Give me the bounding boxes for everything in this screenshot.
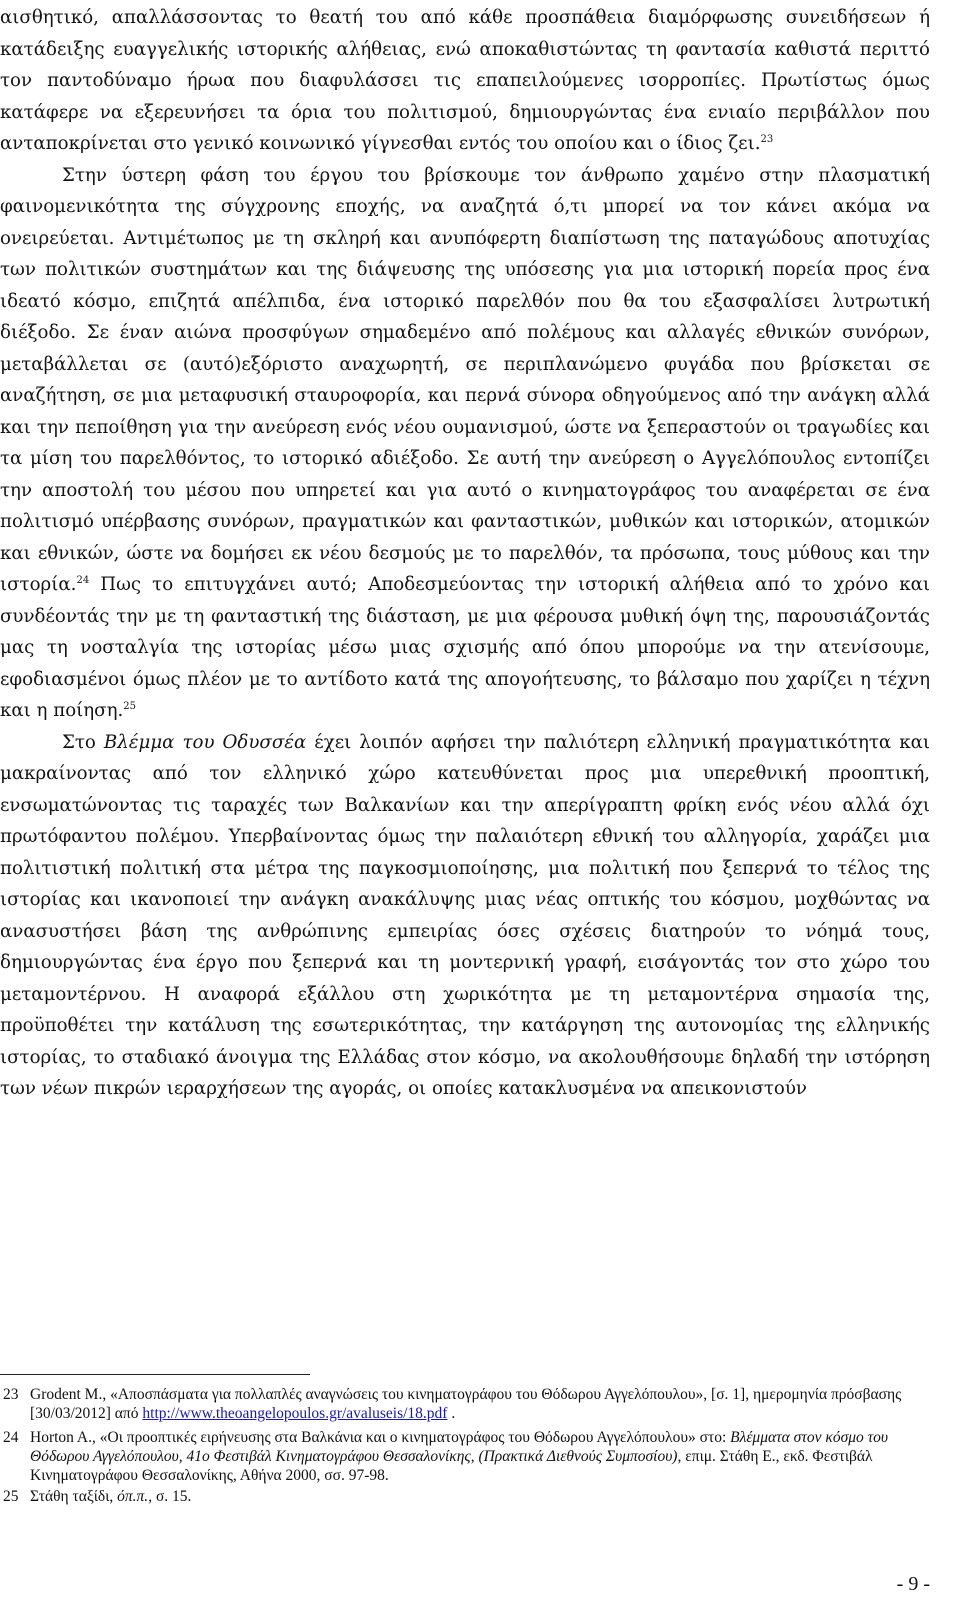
footnote-ref-24[interactable]: 24 (76, 575, 90, 586)
footnote-text: Grodent M., «Αποσπάσματα για πολλαπλές αναγνώσεις του κινηματογράφου του Θόδωρου Αγγελόπουλου», [σ. 1], ημερομηνία πρόσβασης [30/03/2012] από (30, 1386, 902, 1422)
footnote-24 (0, 1428, 945, 1485)
footnote-text: Horton A., «Οι προοπτικές ειρήνευσης στα Βαλκάνια και ο κινηματογράφος του Θόδωρου Αγγελόπουλου» στο: (30, 1429, 727, 1446)
paragraph-1 (0, 2, 930, 160)
footnote-ref-23[interactable]: 23 (760, 134, 774, 145)
footnote-italic: όπ.π. (117, 1488, 149, 1505)
footnote-link[interactable]: http://www.theoangelopoulos.gr/avaluseis/18.pdf (142, 1405, 448, 1422)
footnote-tail: , σ. 15. (148, 1488, 192, 1505)
footnote-23 (0, 1385, 945, 1423)
footnote-ref-25[interactable]: 25 (123, 701, 136, 712)
paragraph-lead: Στο (62, 731, 104, 753)
footnote-25 (0, 1487, 945, 1506)
paragraph-3 (0, 727, 930, 1105)
footnote-tail: . (447, 1405, 456, 1422)
footnote-tail: , επιμ. Στάθη Ε., εκδ. Φεστιβάλ Κινηματογράφου Θεσσαλονίκης, Αθήνα 2000, σσ. 97-98. (30, 1448, 873, 1484)
paragraph-text: έχει λοιπόν αφήσει την παλιότερη ελληνική πραγματικότητα και μακραίνοντας από τον ελληνικό χώρο κατευθύνεται προς μια υπερεθνική προοπτική, ενσωματώνοντας τις ταραχές των Βαλκανίων και την απερίγραπτη φρίκη ενός νέου αλλά όχι πρωτόφαντου πολέμου. Υπερβαίνοντας όμως την παλαιότερη εθνική του αλληγορία, χαράζει μια πολιτιστική πολιτική στα μέτρα της παγκοσμιοποίησης, μια πολιτική που ξεπερνά το τέλος της ιστορίας και ικανοποιεί την ανάγκη ανακάλυψης μιας νέας οπτικής του κόσμου, μοχθώντας να ανασυστήσει βάση της ανθρώπινης εμπειρίας όσες σχέσεις διατηρούν το νόημά τους, δημιουργώντας ένα έργο που ξεπερνά και τη μοντερνική γραφή, εισάγοντάς τον στο χώρο του μεταμοντέρνου. Η αναφορά εξάλλου στη χωρικότητα με τη μεταμοντέρνα σημασία της, προϋποθέτει την κατάλυση της εσωτερικότητας, την κατάργηση της αυτονομίας της ελληνικής ιστορίας, το σταδιακό άνοιγμα της Ελλάδας στον κόσμο, να ακολουθήσουμε δηλαδή την ιστόρηση των νέων πικρών ιεραρχήσεων της αγοράς, οι οποίες κατακλυσμένα να απεικονιστούν (0, 731, 930, 1099)
paragraph-text: Πως το επιτυγχάνει αυτό; Αποδεσμεύοντας την ιστορική αλήθεια από το χρόνο και συνδέοντάς την με τη φανταστική της διάσταση, με μια φέρουσα μυθική όψη της, παρουσιάζοντάς μας τη νοσταλγία της ιστορίας μέσω μιας σχισμής από όπου μπορούμε να την ατενίσουμε, εφοδιασμένοι όμως πλέον με το αντίδοτο κατά της απογοήτευσης, το βάλσαμο που χαρίζει η τέχνη και η ποίηση. (0, 574, 930, 721)
paragraph-2 (0, 160, 930, 727)
film-title: Βλέμμα του Οδυσσέα (103, 731, 307, 753)
footnote-italic: Βλέμματα στον κόσμο του Θόδωρου Αγγελόπουλου, 41ο Φεστιβάλ Κινηματογράφου Θεσσαλονίκης, (Πρακτικά Διεθνούς Συμποσίου) (30, 1429, 889, 1465)
footnote-number: 24 (3, 1429, 19, 1446)
main-text (0, 2, 930, 1105)
footnote-number: 23 (3, 1386, 19, 1403)
paragraph-text: Στην ύστερη φάση του έργου του βρίσκουμε τον άνθρωπο χαμένο στην πλασματική φαινομενικότητα της σύγχρονης εποχής, να αναζητά ό,τι μπορεί να τον κάνει ακόμα να ονειρεύεται. Αντιμέτωπος με τη σκληρή και ανυπόφερτη διαπίστωση της παταγώδους αποτυχίας των πολιτικών συστημάτων και της διάψευσης της υπόσεσης για μια ιστορική πορεία προς ένα ιδεατό κόσμο, επιζητά απέλπιδα, ένα ιστορικό παρελθόν που θα του εξασφαλίσει λυτρωτική διέξοδο. Σε έναν αιώνα προσφύγων σημαδεμένο από πολέμους και αλλαγές εθνικών συνόρων, μεταβάλλεται σε (αυτό)εξόριστο αναχωρητή, σε περιπλανώμενο φυγάδα που βρίσκεται σε αναζήτηση, σε μια μεταφυσική σταυροφορία, και περνά σύνορα οδηγούμενος από την ανάγκη αλλά και την πεποίθηση για την ανεύρεση ενός νέου ουμανισμού, ώστε να ξεπεραστούν οι τραγωδίες και τα μίση του παρελθόντος, το ιστορικό αδιέξοδο. Σε αυτή την ανεύρεση ο Αγγελόπουλος εντοπίζει την αποστολή του μέσου που υπηρετεί και για αυτό ο κινηματογράφος του αναφέρεται σε ένα πολιτισμό υπέρβασης συνόρων, πραγματικών και φανταστικών, μυθικών και ιστορικών, ατομικών και εθνικών, ώστε να δομήσει εκ νέου δεσμούς με το παρελθόν, τα πρόσωπα, τους μύθους και την ιστορία. (0, 164, 930, 595)
paragraph-text: αισθητικό, απαλλάσσοντας το θεατή του από κάθε προσπάθεια διαμόρφωσης συνειδήσεων ή κατάδειξης ευαγγελικής ιστορικής αλήθειας, ενώ αποκαθιστώντας τη φαντασία καθιστά περιττό τον παντοδύναμο ήρωα που διαφυλάσσει τις επαπειλούμενες ισορροπίες. Πρωτίστως όμως κατάφερε να εξερευνήσει τα όρια του πολιτισμού, δημιουργώντας ένα ενιαίο περιβάλλον που ανταποκρίνεται στο γενικό κοινωνικό γίγνεσθαι εντός του οποίου και ο ίδιος ζει. (0, 7, 930, 154)
footnote-number: 25 (3, 1488, 19, 1505)
page-number: - 9 - (896, 1573, 930, 1595)
footnote-text: Στάθη ταξίδι, (30, 1488, 118, 1505)
footnote-divider (0, 1374, 310, 1375)
